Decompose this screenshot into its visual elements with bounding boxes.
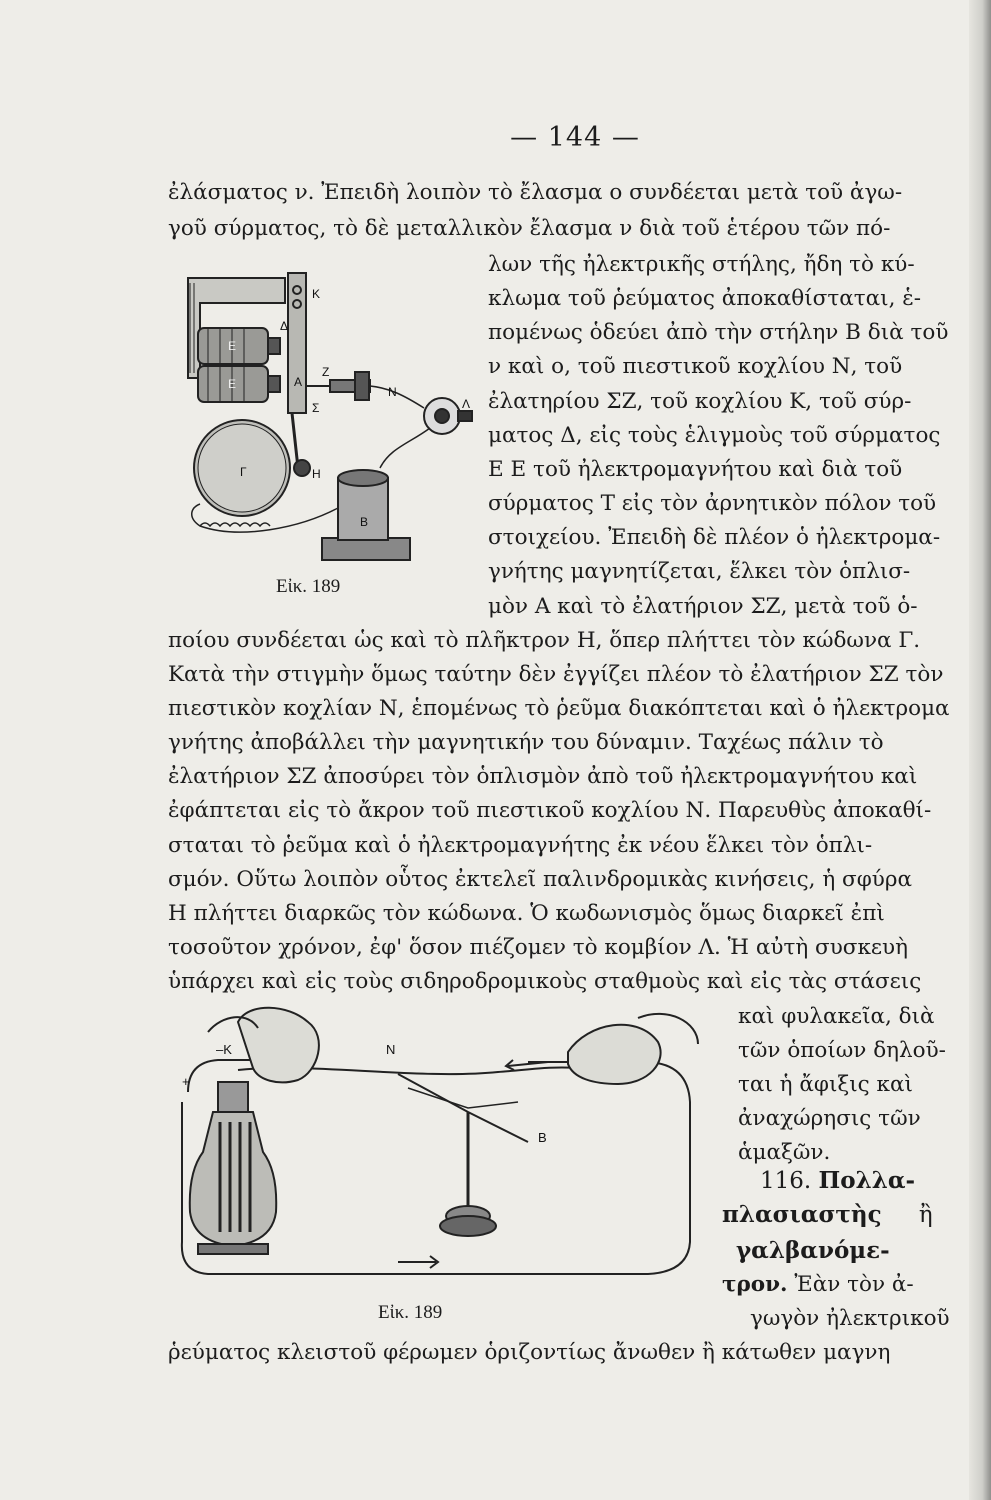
label-H: Η	[312, 467, 321, 481]
text-line: σύρματος Τ εἰς τὸν ἀρνητικὸν πόλον τοῦ	[488, 491, 937, 516]
label-Lambda: Λ	[462, 397, 471, 411]
text-line: τῶν ὁποίων δηλοῦ-	[738, 1038, 946, 1063]
text-line: γωγὸν ἠλεκτρικοῦ	[750, 1306, 950, 1331]
label-E2: Ε	[228, 377, 237, 391]
label-A: Α	[294, 375, 303, 389]
text-line: ματος Δ, εἰς τοὺς ἑλιγμοὺς τοῦ σύρματος	[488, 423, 941, 448]
section-heading-line	[722, 1270, 914, 1300]
text-line: ἐλατηρίου ΣΖ, τοῦ κοχλίου Κ, τοῦ σύρ-	[488, 389, 912, 414]
text-line: ἐλάσματος ν. Ἐπειδὴ λοιπὸν τὸ ἔλασμα ο συνδέεται μετὰ τοῦ ἀγω-	[168, 180, 903, 205]
text-line: γνήτης ἀποβάλλει τὴν μαγνητικήν του δύναμιν. Ταχέως πάλιν τὸ	[168, 730, 884, 755]
section-heading-line	[760, 1166, 915, 1196]
text-line: Η πλήττει διαρκῶς τὸν κώδωνα. Ὁ κωδωνισμὸς ὅμως διαρκεῖ ἐπὶ	[168, 901, 885, 926]
label-plus: +	[182, 1074, 190, 1089]
label-Delta: Δ	[280, 319, 289, 333]
section-heading-line	[722, 1200, 933, 1230]
text-line: λων τῆς ἠλεκτρικῆς στήλης, ἤδη τὸ κύ-	[488, 252, 915, 277]
label-E1: Ε	[228, 339, 237, 353]
page-number: — 144 —	[510, 122, 640, 153]
text-line: σμόν. Οὕτω λοιπὸν οὗτος ἐκτελεῖ παλινδρομικὰς κινήσεις, ἡ σφύρα	[168, 867, 913, 892]
figure-electric-bell	[180, 268, 480, 568]
figure-caption: Εἰκ. 189	[378, 1302, 443, 1323]
text-line: ἐλατήριον ΣΖ ἀποσύρει τὸν ὁπλισμὸν ἀπὸ τοῦ ἠλεκτρομαγνήτου καὶ	[168, 764, 918, 789]
text-line: πιεστικὸν κοχλίαν Ν, ἑπομένως τὸ ῥεῦμα διακόπτεται καὶ ὁ ἠλεκτρομα	[168, 696, 950, 721]
text-line: σταται τὸ ῥεῦμα καὶ ὁ ἠλεκτρομαγνήτης ἐκ νέου ἕλκει τὸν ὁπλι-	[168, 833, 873, 858]
text-line: ἐφάπτεται εἰς τὸ ἄκρον τοῦ πιεστικοῦ κοχλίου Ν. Παρευθὺς ἀποκαθί-	[168, 798, 932, 823]
section-title-part: πλασιαστὴς	[722, 1201, 882, 1228]
text-line: γοῦ σύρματος, τὸ δὲ μεταλλικὸν ἔλασμα ν διὰ τοῦ ἑτέρου τῶν πό-	[168, 216, 891, 241]
text-line: καὶ φυλακεῖα, διὰ	[738, 1004, 935, 1029]
label-K: Κ	[312, 287, 321, 301]
label-Gamma: Γ	[240, 465, 247, 479]
section-title-part: τρον.	[722, 1272, 788, 1297]
text-line: ται ἡ ἄφιξις καὶ	[738, 1072, 913, 1097]
text-line: κλωμα τοῦ ῥεύματος ἀποκαθίσταται, ἑ-	[488, 286, 922, 311]
label-Z: Ζ	[322, 365, 330, 379]
label-N: Ν	[386, 1042, 396, 1057]
label-B: Β	[360, 515, 369, 529]
text-line: Ἐὰν τὸν ἀ-	[794, 1272, 914, 1297]
figure-galvanometer	[168, 992, 708, 1292]
text-line: ποίου συνδέεται ὡς καὶ τὸ πλῆκτρον Η, ὅπερ πλήττει τὸν κώδωνα Γ.	[168, 628, 921, 653]
section-conjunction: ἢ	[918, 1202, 933, 1228]
text-line: Κατὰ τὴν στιγμὴν ὅμως ταύτην δὲν ἐγγίζει πλέον τὸ ἐλατήριον ΣΖ τὸν	[168, 662, 944, 687]
text-line: μὸν Α καὶ τὸ ἐλατήριον ΣΖ, μετὰ τοῦ ὁ-	[488, 594, 918, 619]
text-line: ἁμαξῶν.	[738, 1140, 831, 1165]
figure-caption: Εἰκ. 189	[276, 576, 341, 597]
label-Sigma: Σ	[312, 401, 320, 415]
text-line: στοιχείου. Ἐπειδὴ δὲ πλέον ὁ ἠλεκτρομα-	[488, 525, 941, 550]
label-B: Β	[538, 1130, 547, 1145]
text-line: πομένως ὁδεύει ἀπὸ τὴν στήλην Β διὰ τοῦ	[488, 320, 949, 345]
section-title-part: Πολλα-	[818, 1167, 916, 1194]
label-N: Ν	[388, 385, 397, 399]
text-line: ὑπάρχει καὶ εἰς τοὺς σιδηροδρομικοὺς σταθμοὺς καὶ εἰς τὰς στάσεις	[168, 969, 922, 994]
text-line: Ε Ε τοῦ ἠλεκτρομαγνήτου καὶ διὰ τοῦ	[488, 457, 903, 482]
page-edge-shadow	[969, 0, 991, 1500]
text-line: ν καὶ ο, τοῦ πιεστικοῦ κοχλίου Ν, τοῦ	[488, 354, 903, 379]
text-line: τοσοῦτον χρόνον, ἐφ' ὅσον πιέζομεν τὸ κομβίον Λ. Ἡ αὐτὴ συσκευὴ	[168, 935, 908, 960]
section-heading-line	[736, 1236, 890, 1266]
text-line: γνήτης μαγνητίζεται, ἕλκει τὸν ὁπλισ-	[488, 559, 911, 584]
section-title-part: γαλβανόμε-	[736, 1237, 890, 1264]
text-line: ῥεύματος κλειστοῦ φέρωμεν ὁριζοντίως ἄνωθεν ἢ κάτωθεν μαγνη	[168, 1340, 891, 1365]
section-number: 116.	[760, 1168, 812, 1194]
label-minus-K: –Κ	[216, 1042, 232, 1057]
text-line: ἀναχώρησις τῶν	[738, 1106, 921, 1131]
